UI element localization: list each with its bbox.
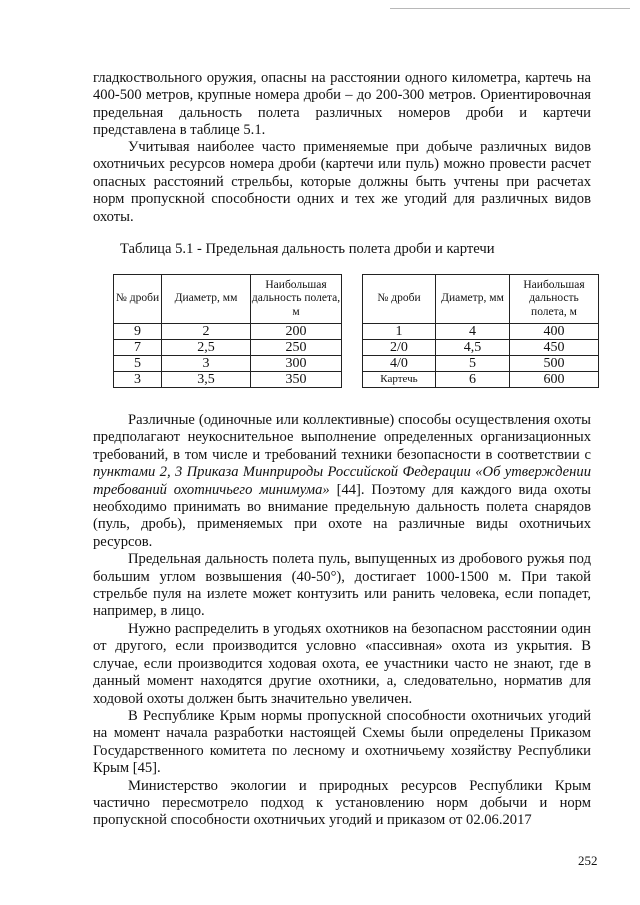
paragraph-3-reference: пунктами 2, 3 Приказа Минприроды Российской Федерации «Об утверждении требований охотничьего минимума» xyxy=(93,464,591,498)
table-cell: 7 xyxy=(114,340,162,356)
header-cell: Диаметр, мм xyxy=(162,275,251,324)
table-cell: 500 xyxy=(510,356,599,372)
table-cell: 200 xyxy=(251,324,342,340)
header-cell: Наибольшая дальность полета, м xyxy=(510,275,599,324)
table-cell: 3 xyxy=(114,372,162,388)
table-right xyxy=(362,274,599,388)
table-cell: 350 xyxy=(251,372,342,388)
table-cell: 2 xyxy=(162,324,251,340)
table-row xyxy=(363,340,599,356)
table-row xyxy=(363,372,599,388)
header-cell: № дроби xyxy=(114,275,162,324)
table-row xyxy=(114,372,342,388)
table-cell: 6 xyxy=(436,372,510,388)
table-row xyxy=(114,340,342,356)
table-row xyxy=(114,356,342,372)
header-cell: Диаметр, мм xyxy=(436,275,510,324)
table-cell: 600 xyxy=(510,372,599,388)
lower-text xyxy=(93,412,591,830)
table-cell: 4/0 xyxy=(363,356,436,372)
table-caption: Таблица 5.1 - Предельная дальность полета дроби и картечи xyxy=(120,241,495,257)
table-cell: 4,5 xyxy=(436,340,510,356)
table-header-row xyxy=(363,275,599,324)
paragraph-text: гладкоствольного оружия, опасны на расстоянии одного километра, картечь на 400-500 метров, крупные номера дроби – до 200-300 метров. Ориентировочная предельная дальность полета различных номеров дроби и картечи представлена в таблице 5.1. xyxy=(93,70,591,139)
table-cell: 9 xyxy=(114,324,162,340)
table-cell: 1 xyxy=(363,324,436,340)
paragraph-3-text-start: Различные (одиночные или коллективные) способы осуществления охоты предполагают неукоснительное выполнение определенных организационных требований, в том числе и требований техники безопасности в соответствии с xyxy=(93,412,591,463)
header-cell: Наибольшая дальность полета, м xyxy=(251,275,342,324)
table-left xyxy=(113,274,342,388)
scan-edge-line xyxy=(390,8,630,9)
table-cell: 2,5 xyxy=(162,340,251,356)
table-row xyxy=(114,324,342,340)
table-cell: 250 xyxy=(251,340,342,356)
table-cell: 450 xyxy=(510,340,599,356)
paragraph-3 xyxy=(93,412,591,551)
header-cell: № дроби xyxy=(363,275,436,324)
paragraph-1 xyxy=(93,70,591,140)
table-row xyxy=(363,356,599,372)
table-cell: 5 xyxy=(114,356,162,372)
paragraph-5: Нужно распределить в угодьях охотников на безопасном расстоянии один от другого, если производится условно «пассивная» охота из укрытия. В случае, если производится ходовая охота, ее участники часто не знают, где в данный момент находятся другие охотники, а, следовательно, норматив для ходовой охоты должен быть значительно увеличен. xyxy=(93,620,591,707)
table-cell: 400 xyxy=(510,324,599,340)
paragraph-text: Учитывая наиболее часто применяемые при добыче различных видов охотничьих ресурсов номера дроби (картечи или пуль) можно провести расчет опасных расстояний стрельбы, которые должны быть учтены при расчетах норм пропускной способности одних и тех же угодий для различных видов охоты. xyxy=(93,139,591,225)
page-number: 252 xyxy=(578,853,598,868)
table-cell: 3,5 xyxy=(162,372,251,388)
paragraph-6: В Республике Крым нормы пропускной способности охотничьих угодий на момент начала разработки настоящей Схемы были определены Приказом Государственного комитета по лесному и охотничьему хозяйству Республики Крым [45]. xyxy=(93,707,591,777)
table-cell: 2/0 xyxy=(363,340,436,356)
table-cell: 300 xyxy=(251,356,342,372)
table-header-row xyxy=(114,275,342,324)
paragraph-3-text-end: [44]. Поэтому для каждого вида охоты необходимо принимать во внимание предельную дальность полета снарядов (пуль, дробь), применяемых при охоте на различные виды охотничьих ресурсов. xyxy=(93,481,591,550)
paragraph-2 xyxy=(93,139,591,226)
table-cell: 5 xyxy=(436,356,510,372)
table-cell: 4 xyxy=(436,324,510,340)
table-cell: Картечь xyxy=(363,372,436,388)
paragraph-7: Министерство экологии и природных ресурсов Республики Крым частично пересмотрело подход к установлению норм добычи и норм пропускной способности охотничьих угодий и приказом от 02.06.2017 xyxy=(93,777,591,829)
paragraph-4: Предельная дальность полета пуль, выпущенных из дробового ружья под большим углом возвышения (40-50°), достигает 1000-1500 м. При такой стрельбе пуля на излете может контузить или ранить человека, если попадет, например, в лицо. xyxy=(93,551,591,620)
table-cell: 3 xyxy=(162,356,251,372)
table-row xyxy=(363,324,599,340)
